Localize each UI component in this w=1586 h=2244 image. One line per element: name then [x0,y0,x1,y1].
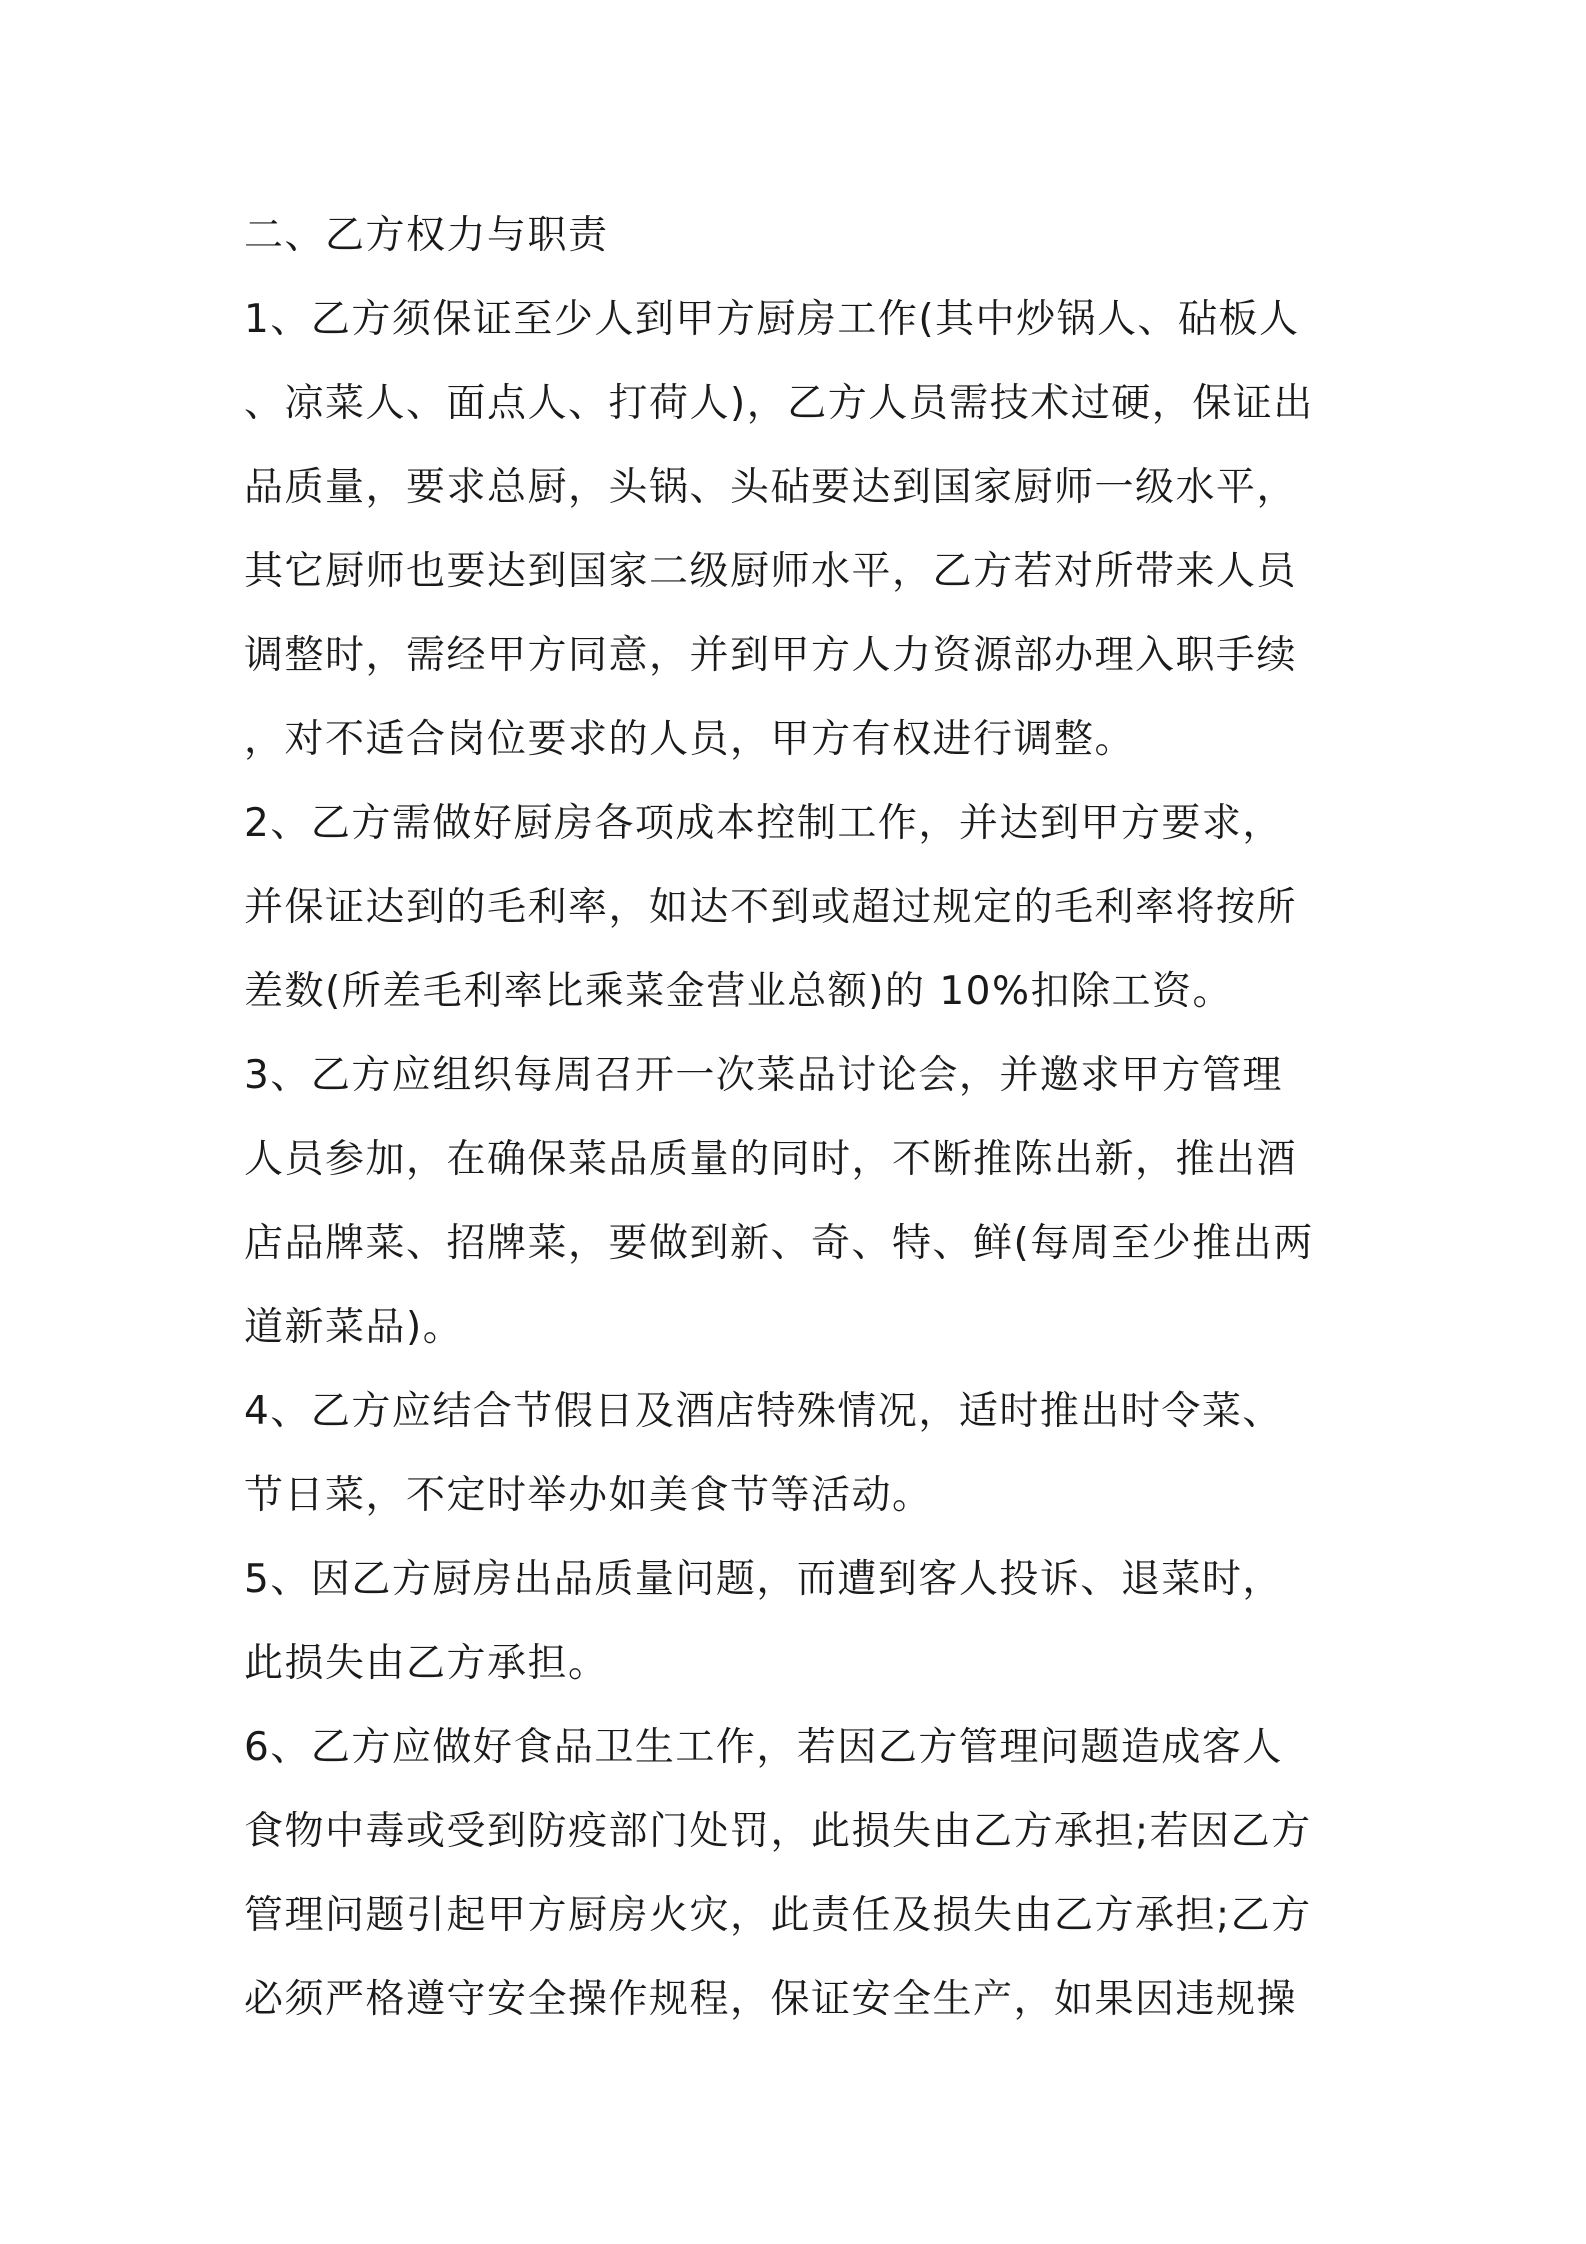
text-line: 4、乙方应结合节假日及酒店特殊情况，适时推出时令菜、 [244,1389,1283,1434]
text-line: 5、因乙方厨房出品质量问题，而遭到客人投诉、退菜时， [244,1557,1283,1602]
text-line: 必须严格遵守安全操作规程，保证安全生产，如果因违规操 [244,1977,1298,2022]
text-line: 、凉菜人、面点人、打荷人)，乙方人员需技术过硬，保证出 [244,381,1314,426]
section-heading: 二、乙方权力与职责 [244,213,609,258]
text-line: 3、乙方应组织每周召开一次菜品讨论会，并邀求甲方管理 [244,1053,1283,1098]
text-line: 差数(所差毛利率比乘菜金营业总额)的 10%扣除工资。 [244,969,1234,1014]
text-line: 道新菜品)。 [244,1305,464,1350]
text-line: 并保证达到的毛利率，如达不到或超过规定的毛利率将按所 [244,885,1298,930]
text-line: 管理问题引起甲方厨房火灾，此责任及损失由乙方承担;乙方 [244,1893,1312,1938]
text-line: 节日菜，不定时举办如美食节等活动。 [244,1473,933,1518]
text-line: ，对不适合岗位要求的人员，甲方有权进行调整。 [244,717,1136,762]
text-line: 6、乙方应做好食品卫生工作，若因乙方管理问题造成客人 [244,1725,1283,1770]
text-line: 调整时，需经甲方同意，并到甲方人力资源部办理入职手续 [244,633,1298,678]
text-line: 2、乙方需做好厨房各项成本控制工作，并达到甲方要求， [244,801,1283,846]
text-line: 食物中毒或受到防疫部门处罚，此损失由乙方承担;若因乙方 [244,1809,1312,1854]
text-line: 人员参加，在确保菜品质量的同时，不断推陈出新，推出酒 [244,1137,1298,1182]
text-line: 1、乙方须保证至少人到甲方厨房工作(其中炒锅人、砧板人 [244,297,1300,342]
document-body [244,194,1364,2042]
text-line: 此损失由乙方承担。 [244,1641,609,1686]
text-line: 其它厨师也要达到国家二级厨师水平，乙方若对所带来人员 [244,549,1298,594]
text-line: 店品牌菜、招牌菜，要做到新、奇、特、鲜(每周至少推出两 [244,1221,1314,1266]
text-line: 品质量，要求总厨，头锅、头砧要达到国家厨师一级水平， [244,465,1298,510]
